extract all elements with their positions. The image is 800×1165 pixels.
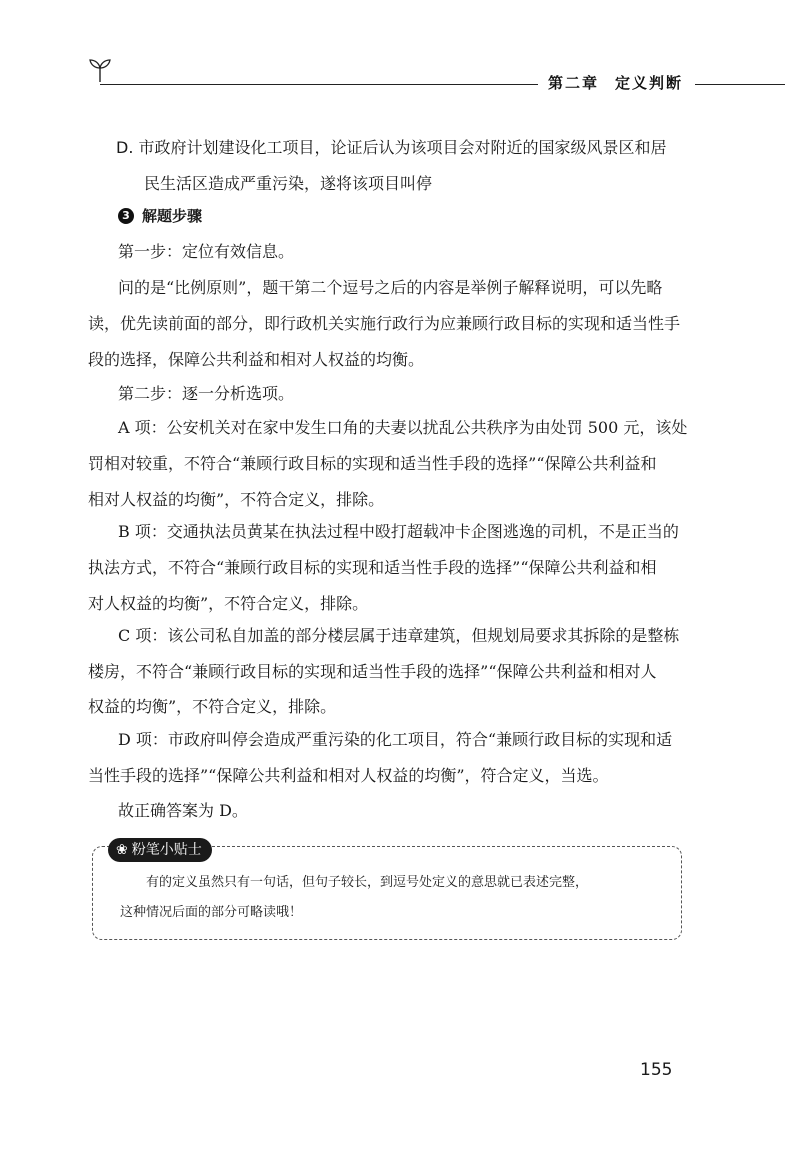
step2-heading: 第二步：逐一分析选项。	[118, 384, 295, 403]
steps-title: 解题步骤	[142, 207, 203, 225]
analysis-c-line: 权益的均衡”，不符合定义，排除。	[88, 697, 337, 716]
step1-heading: 第一步：定位有效信息。	[118, 242, 295, 261]
chapter-title: 定义判断	[615, 74, 684, 92]
running-header	[548, 72, 683, 93]
step1-para-line: 段的选择，保障公共利益和相对人权益的均衡。	[88, 350, 425, 369]
sprout-icon: ❀	[116, 842, 128, 858]
step1-para-line: 读，优先读前面的部分，即行政机关实施行政行为应兼顾行政目标的实现和适当性手	[88, 314, 681, 333]
analysis-a-line: 罚相对较重，不符合“兼顾行政目标的实现和适当性手段的选择”“保障公共利益和	[88, 454, 657, 473]
analysis-c-line: C 项：该公司私自加盖的部分楼层属于违章建筑，但规划局要求其拆除的是整栋	[118, 626, 680, 645]
tip-text-line2: 这种情况后面的部分可略读哦！	[120, 905, 303, 920]
tip-label	[108, 838, 212, 862]
analysis-d-line: 当性手段的选择”“保障公共利益和相对人权益的均衡”，符合定义，当选。	[88, 766, 609, 785]
page-number: 155	[640, 1060, 673, 1080]
option-d-line1: D. 市政府计划建设化工项目，论证后认为该项目会对附近的国家级风景区和居	[116, 138, 667, 157]
analysis-a-line: A 项：公安机关对在家中发生口角的夫妻以扰乱公共秩序为由处罚 500 元，该处	[118, 418, 688, 437]
analysis-a-line: 相对人权益的均衡”，不符合定义，排除。	[88, 490, 385, 509]
header-rule-right	[695, 84, 785, 85]
option-d-line2: 民生活区造成严重污染，遂将该项目叫停	[144, 174, 433, 193]
step-number-icon: 3	[118, 208, 134, 224]
chapter-number: 第二章	[548, 74, 600, 92]
analysis-b-line: B 项：交通执法员黄某在执法过程中殴打超载冲卡企图逃逸的司机，不是正当的	[118, 522, 679, 541]
tip-label-text: 粉笔小贴士	[131, 842, 202, 858]
answer-line: 故正确答案为 D。	[118, 801, 248, 820]
analysis-b-line: 对人权益的均衡”，不符合定义，排除。	[88, 594, 369, 613]
sprout-icon	[86, 56, 114, 84]
analysis-d-line: D 项：市政府叫停会造成严重污染的化工项目，符合“兼顾行政目标的实现和适	[118, 730, 673, 749]
tip-text-line1: 有的定义虽然只有一句话，但句子较长，到逗号处定义的意思就已表述完整，	[146, 875, 589, 890]
header-rule	[100, 84, 538, 85]
step1-para-line: 问的是“比例原则”，题干第二个逗号之后的内容是举例子解释说明，可以先略	[118, 278, 663, 297]
analysis-c-line: 楼房，不符合“兼顾行政目标的实现和适当性手段的选择”“保障公共利益和相对人	[88, 662, 657, 681]
analysis-b-line: 执法方式，不符合“兼顾行政目标的实现和适当性手段的选择”“保障公共利益和相	[88, 558, 657, 577]
